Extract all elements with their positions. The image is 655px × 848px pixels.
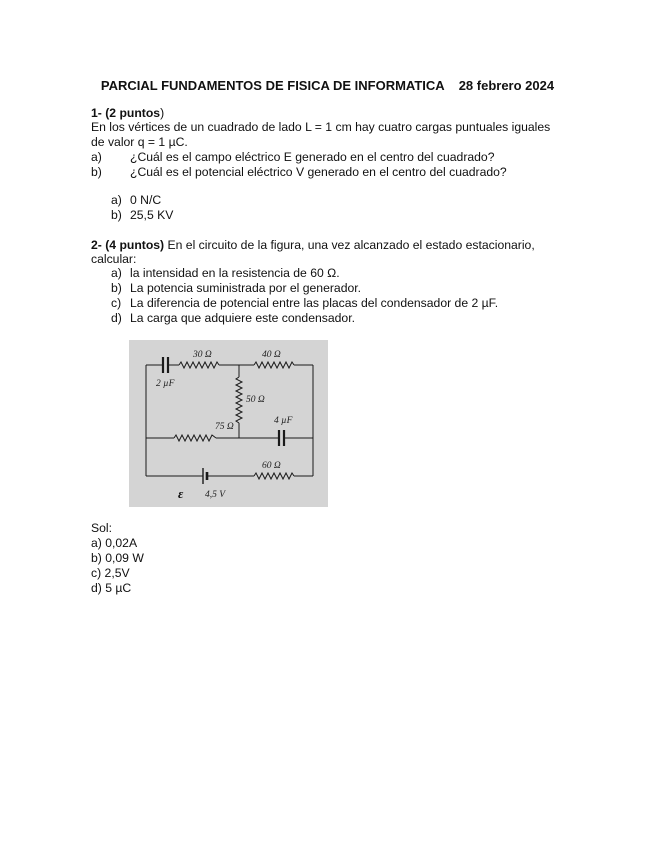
q1-part-a-text: ¿Cuál es el campo eléctrico E generado en el centro del cuadrado? — [130, 150, 495, 164]
q1-part-b-letter: b) — [91, 165, 102, 179]
q2-text-line2: calcular: — [91, 252, 137, 266]
resistor-40 — [254, 362, 294, 368]
q1-part-b-text: ¿Cuál es el potencial eléctrico V generado en el centro del cuadrado? — [130, 165, 507, 179]
resistor-50 — [236, 377, 242, 423]
label-r3: 50 Ω — [246, 395, 265, 405]
q2-part-b-letter: b) — [111, 281, 122, 295]
label-c1: 2 µF — [156, 379, 175, 389]
solution-item-a: a) 0,02A — [91, 536, 138, 550]
q2-part-c-letter: c) — [111, 296, 122, 310]
exam-title — [0, 78, 655, 93]
label-r1: 30 Ω — [193, 350, 212, 360]
solution-item-c: c) 2,5V — [91, 566, 130, 580]
q1-close-paren: ) — [160, 106, 165, 120]
label-r2: 40 Ω — [262, 350, 281, 360]
q1-part-a-letter: a) — [91, 150, 102, 164]
q1-answer-a-text: 0 N/C — [130, 193, 162, 207]
resistor-60 — [254, 473, 294, 479]
resistor-30 — [179, 362, 219, 368]
q2-text-line1: En el circuito de la figura, una vez alcanzado el estado estacionario, — [164, 238, 535, 252]
label-r5: 60 Ω — [262, 461, 281, 471]
circuit-figure — [129, 340, 328, 507]
q2-heading — [91, 238, 535, 253]
solution-item-b: b) 0,09 W — [91, 551, 144, 565]
solution-heading: Sol: — [91, 521, 113, 535]
q2-part-a-text: la intensidad en la resistencia de 60 Ω. — [130, 266, 340, 280]
solution-item-d: d) 5 µC — [91, 581, 132, 595]
q1-answer-b-text: 25,5 KV — [130, 208, 174, 222]
q2-number: 2- (4 puntos) — [91, 238, 165, 252]
q1-heading — [91, 106, 164, 121]
exam-title-text: PARCIAL FUNDAMENTOS DE FISICA DE INFORMATICA — [100, 78, 445, 93]
q2-part-d-letter: d) — [111, 311, 122, 325]
q2-part-c-text: La diferencia de potencial entre las placas del condensador de 2 µF. — [130, 296, 499, 310]
label-emf-symbol: ε — [178, 486, 184, 501]
exam-date: 28 febrero 2024 — [458, 78, 555, 93]
q1-text-line1: En los vértices de un cuadrado de lado L = 1 cm hay cuatro cargas puntuales iguales — [91, 120, 551, 134]
q2-part-b-text: La potencia suministrada por el generador. — [130, 281, 362, 295]
q1-answer-b-letter: b) — [111, 208, 122, 222]
resistor-75 — [174, 435, 216, 441]
q1-number: 1- (2 puntos — [91, 106, 161, 120]
label-r4: 75 Ω — [215, 422, 234, 432]
label-emf-value: 4,5 V — [205, 490, 226, 500]
q2-part-a-letter: a) — [111, 266, 122, 280]
q1-answer-a-letter: a) — [111, 193, 122, 207]
q1-text-line2: de valor q = 1 µC. — [91, 135, 188, 149]
label-c2: 4 µF — [274, 416, 293, 426]
q2-part-d-text: La carga que adquiere este condensador. — [130, 311, 355, 325]
